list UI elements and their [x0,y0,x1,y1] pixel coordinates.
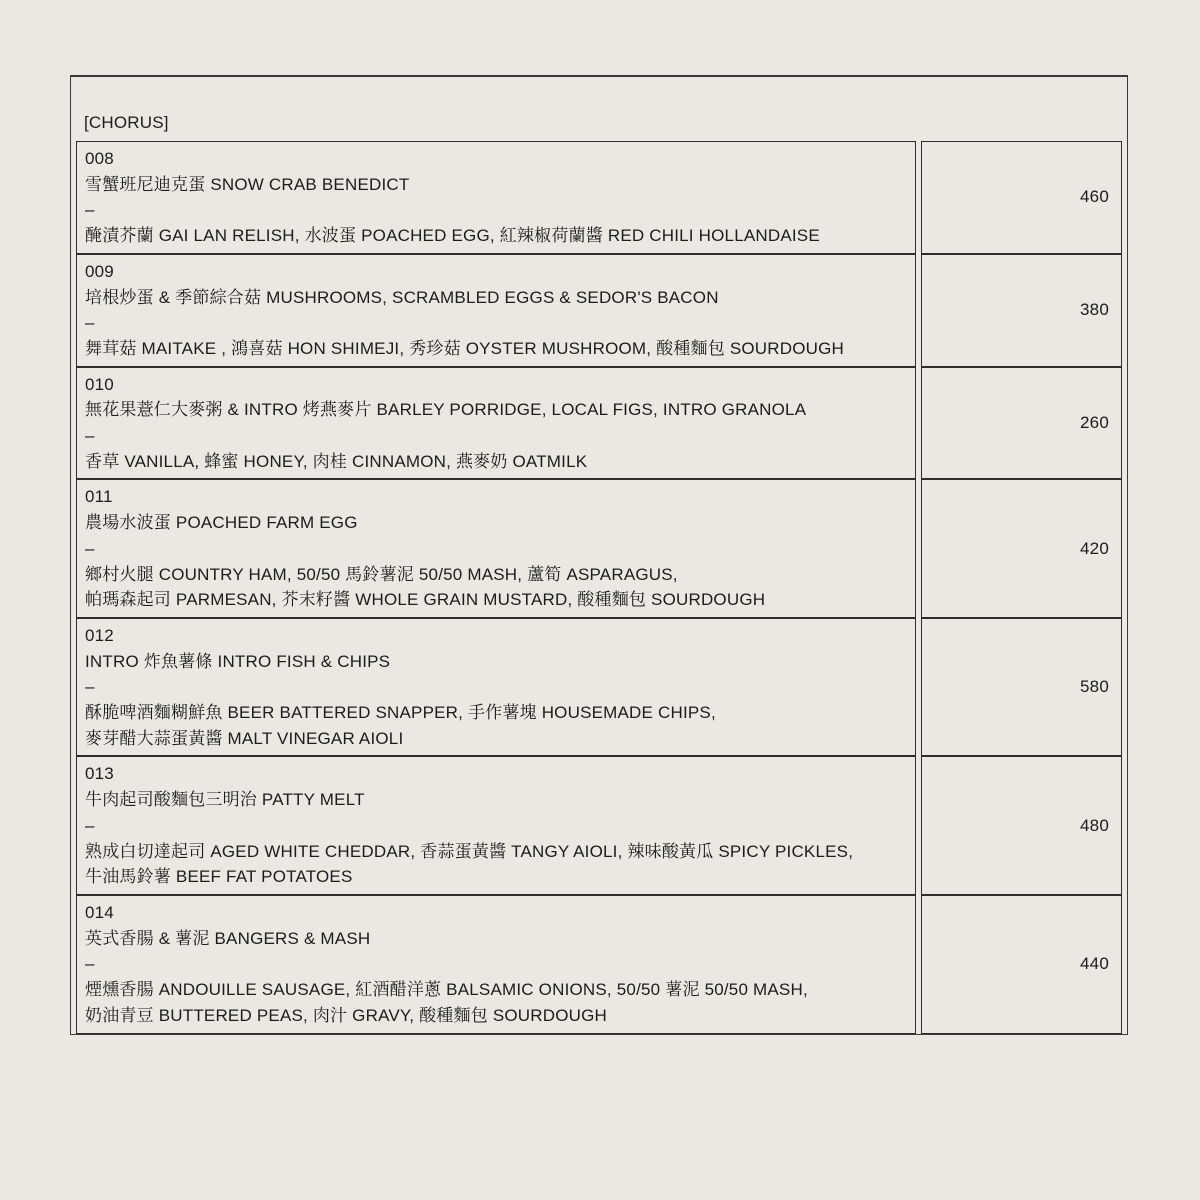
item-description-line: 牛油馬鈴薯 BEEF FAT POTATOES [85,867,353,887]
menu-item-cell [76,367,916,480]
item-number: 011 [85,487,113,507]
menu-item-row [76,756,1122,895]
item-number: 012 [85,625,114,645]
section-header-row [76,77,1122,141]
item-description-line: 舞茸菇 MAITAKE , 鴻喜菇 HON SHIMEJI, 秀珍菇 OYSTER MUSHROOM, 酸種麵包 SOURDOUGH [85,338,845,358]
item-description [85,562,905,613]
item-number: 010 [85,374,114,394]
item-description-line: 酥脆啤酒麵糊鮮魚 BEER BATTERED SNAPPER, 手作薯塊 HOUSEMADE CHIPS, [85,703,716,723]
menu-table-body [76,77,1122,1034]
item-separator-dash: – [85,677,95,697]
item-description [85,839,905,890]
item-name: 英式香腸 & 薯泥 BANGERS & MASH [85,928,371,948]
item-name: 無花果薏仁大麥粥 & INTRO 烤燕麥片 BARLEY PORRIDGE, LOCAL FIGS, INTRO GRANOLA [85,400,807,420]
item-name: INTRO 炸魚薯條 INTRO FISH & CHIPS [85,651,391,671]
menu-table [71,77,1127,1034]
item-name: 農場水波蛋 POACHED FARM EGG [85,513,358,533]
item-description-line: 帕瑪森起司 PARMESAN, 芥末籽醬 WHOLE GRAIN MUSTARD, 酸種麵包 SOURDOUGH [85,590,766,610]
menu-item-row [76,141,1122,254]
item-separator-dash: – [85,426,95,446]
item-description-line: 奶油青豆 BUTTERED PEAS, 肉汁 GRAVY, 酸種麵包 SOURDOUGH [85,1005,608,1025]
item-price: 460 [921,141,1122,254]
item-separator-dash: – [85,313,95,333]
section-header: [CHORUS] [76,77,1122,141]
item-description [85,223,905,249]
item-price: 480 [921,756,1122,895]
menu-item-row [76,618,1122,757]
item-description-line: 熟成白切達起司 AGED WHITE CHEDDAR, 香蒜蛋黃醬 TANGY AIOLI, 辣味酸黃瓜 SPICY PICKLES, [85,841,854,861]
item-number: 009 [85,261,114,281]
item-description [85,700,905,751]
item-separator-dash: – [85,200,95,220]
item-number: 014 [85,902,114,922]
item-name: 雪蟹班尼迪克蛋 SNOW CRAB BENEDICT [85,174,410,194]
item-price: 380 [921,254,1122,367]
menu-item-row [76,254,1122,367]
item-number: 013 [85,764,114,784]
item-name: 牛肉起司酸麵包三明治 PATTY MELT [85,790,365,810]
item-price: 580 [921,618,1122,757]
item-price: 420 [921,479,1122,618]
item-description-line: 醃漬芥蘭 GAI LAN RELISH, 水波蛋 POACHED EGG, 紅辣椒荷蘭醬 RED CHILI HOLLANDAISE [85,226,820,246]
item-price: 440 [921,895,1122,1034]
item-separator-dash: – [85,954,95,974]
item-description [85,977,905,1028]
item-separator-dash: – [85,538,95,558]
menu-item-row [76,479,1122,618]
item-description-line: 麥芽醋大蒜蛋黃醬 MALT VINEGAR AIOLI [85,728,404,748]
item-description-line: 鄉村火腿 COUNTRY HAM, 50/50 馬鈴薯泥 50/50 MASH, 蘆筍 ASPARAGUS, [85,564,678,584]
item-number: 008 [85,149,114,168]
item-description-line: 香草 VANILLA, 蜂蜜 HONEY, 肉桂 CINNAMON, 燕麥奶 OATMILK [85,451,588,471]
item-price: 260 [921,367,1122,480]
item-name: 培根炒蛋 & 季節綜合菇 MUSHROOMS, SCRAMBLED EGGS & SEDOR'S BACON [85,287,719,307]
menu-frame [70,75,1128,1035]
item-description-line: 煙燻香腸 ANDOUILLE SAUSAGE, 紅酒醋洋蔥 BALSAMIC ONIONS, 50/50 薯泥 50/50 MASH, [85,980,808,1000]
item-description [85,449,905,475]
item-description [85,336,905,362]
menu-item-cell [76,756,916,895]
menu-item-cell [76,895,916,1034]
item-separator-dash: – [85,815,95,835]
menu-item-row [76,895,1122,1034]
menu-item-cell [76,618,916,757]
menu-item-cell [76,254,916,367]
menu-item-row [76,367,1122,480]
menu-item-cell [76,141,916,254]
menu-item-cell [76,479,916,618]
